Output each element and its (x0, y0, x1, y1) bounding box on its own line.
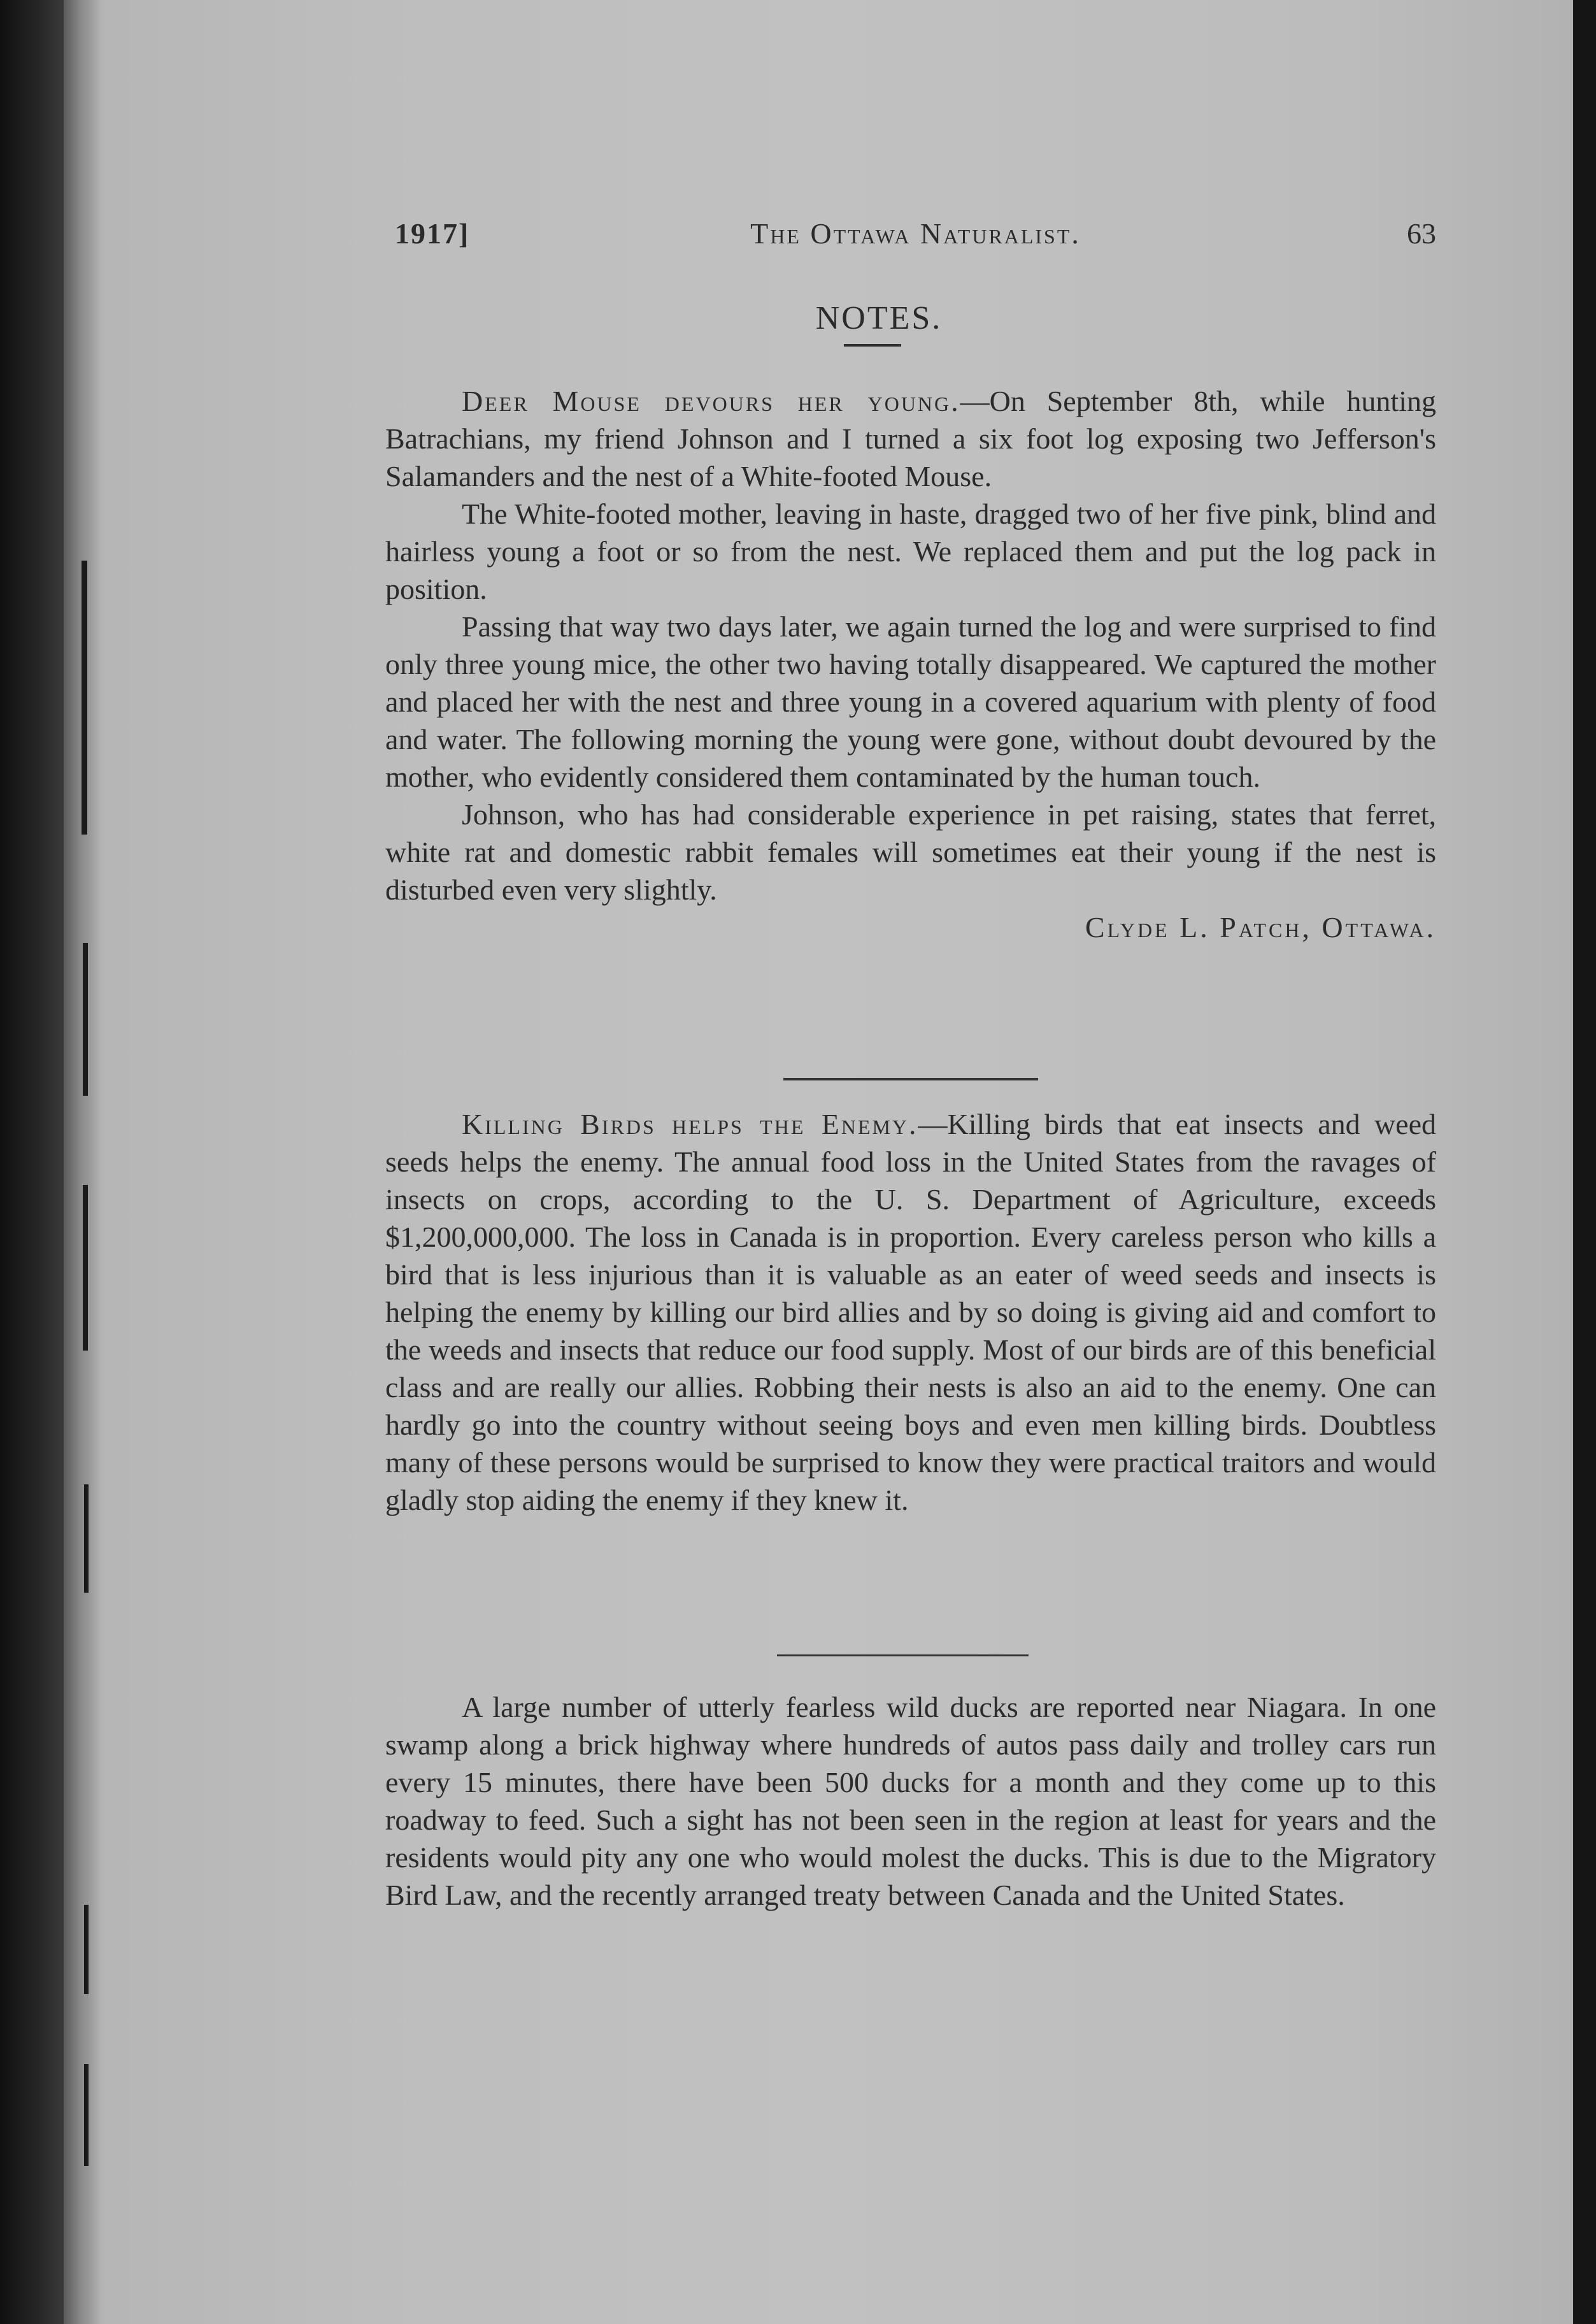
article-separator (783, 1078, 1038, 1080)
article-deer-mouse (385, 382, 1436, 946)
page-number: 63 (1407, 217, 1436, 250)
article-paragraph: Johnson, who has had considerable experience in pet raising, states that ferret, white rat and domestic rabbit females will sometimes eat their young if the nest is disturbed even very slightly. (385, 798, 1436, 906)
binding-mark (84, 1905, 89, 1994)
article-separator (777, 1654, 1029, 1656)
binding-shadow (64, 0, 102, 2324)
binding-mark (84, 1484, 89, 1593)
running-head-year: 1917] (395, 217, 470, 250)
article-paragraph (385, 382, 1436, 495)
article-headline: Killing Birds helps the Enemy. (462, 1108, 918, 1140)
running-head-title: The Ottawa Naturalist. (750, 217, 1081, 250)
article-paragraph: The White-footed mother, leaving in haste, dragged two of her five pink, blind and hairless young a foot or so from the nest. We replaced them and put the log pack in position. (385, 498, 1436, 605)
article-paragraph: Passing that way two days later, we again turned the log and were surprised to find only three young mice, the other two having totally disappeared. We captured the mother and placed her with the nest and three young in a covered aquarium with plenty of food and water. The following morning the young were gone, without doubt devoured by the mother, who evidently considered them contaminated by the human touch. (385, 610, 1436, 793)
binding-mark (84, 2064, 89, 2166)
article-text: —On September 8th, while hunting Batrachians, my friend Johnson and I turned a six foot log exposing two Jefferson's Salamanders and the nest of a White-footed Mouse. (385, 385, 1436, 492)
section-heading: NOTES. (815, 300, 943, 336)
scanned-page (64, 0, 1573, 2324)
article-headline: Deer Mouse devours her young. (462, 385, 960, 417)
heading-rule (844, 344, 901, 347)
article-wild-ducks (385, 1688, 1436, 1914)
article-paragraph: A large number of utterly fearless wild ducks are reported near Niagara. In one swamp along a brick highway where hundreds of autos pass daily and trolley cars run every 15 minutes, there have been 500 ducks for a month and they come up to this roadway to feed. Such a sight has not been seen in the region at least for years and the residents would pity any one who would molest the ducks. This is due to the Migratory Bird Law, and the recently arranged treaty between Canada and the United States. (385, 1691, 1436, 1911)
article-paragraph (385, 1105, 1436, 1519)
page-right-border (1573, 0, 1596, 2324)
binding-mark (83, 1185, 88, 1351)
page-left-border (0, 0, 64, 2324)
article-killing-birds (385, 1105, 1436, 1519)
binding-mark (83, 943, 88, 1096)
binding-mark (82, 561, 87, 835)
article-byline: Clyde L. Patch, Ottawa. (1085, 911, 1436, 943)
running-head (395, 217, 1436, 261)
article-text: —Killing birds that eat insects and weed seeds helps the enemy. The annual food loss in the United States from the ravages of insects on crops, according to the U. S. Department of Agriculture, exceeds $1,200,000,000. The loss in Canada is in proportion. Every careless person who kills a bird that is less injurious than it is valuable as an eater of weed seeds and insects is helping the enemy by killing our bird allies and by so doing is giving aid and comfort to the weeds and insects that reduce our food supply. Most of our birds are of this beneficial class and are really our allies. Robbing their nests is also an aid to the enemy. One can hardly go into the country without seeing boys and even men killing birds. Doubtless many of these persons would be surprised to know they were practical traitors and would gladly stop aiding the enemy if they knew it. (385, 1108, 1437, 1516)
